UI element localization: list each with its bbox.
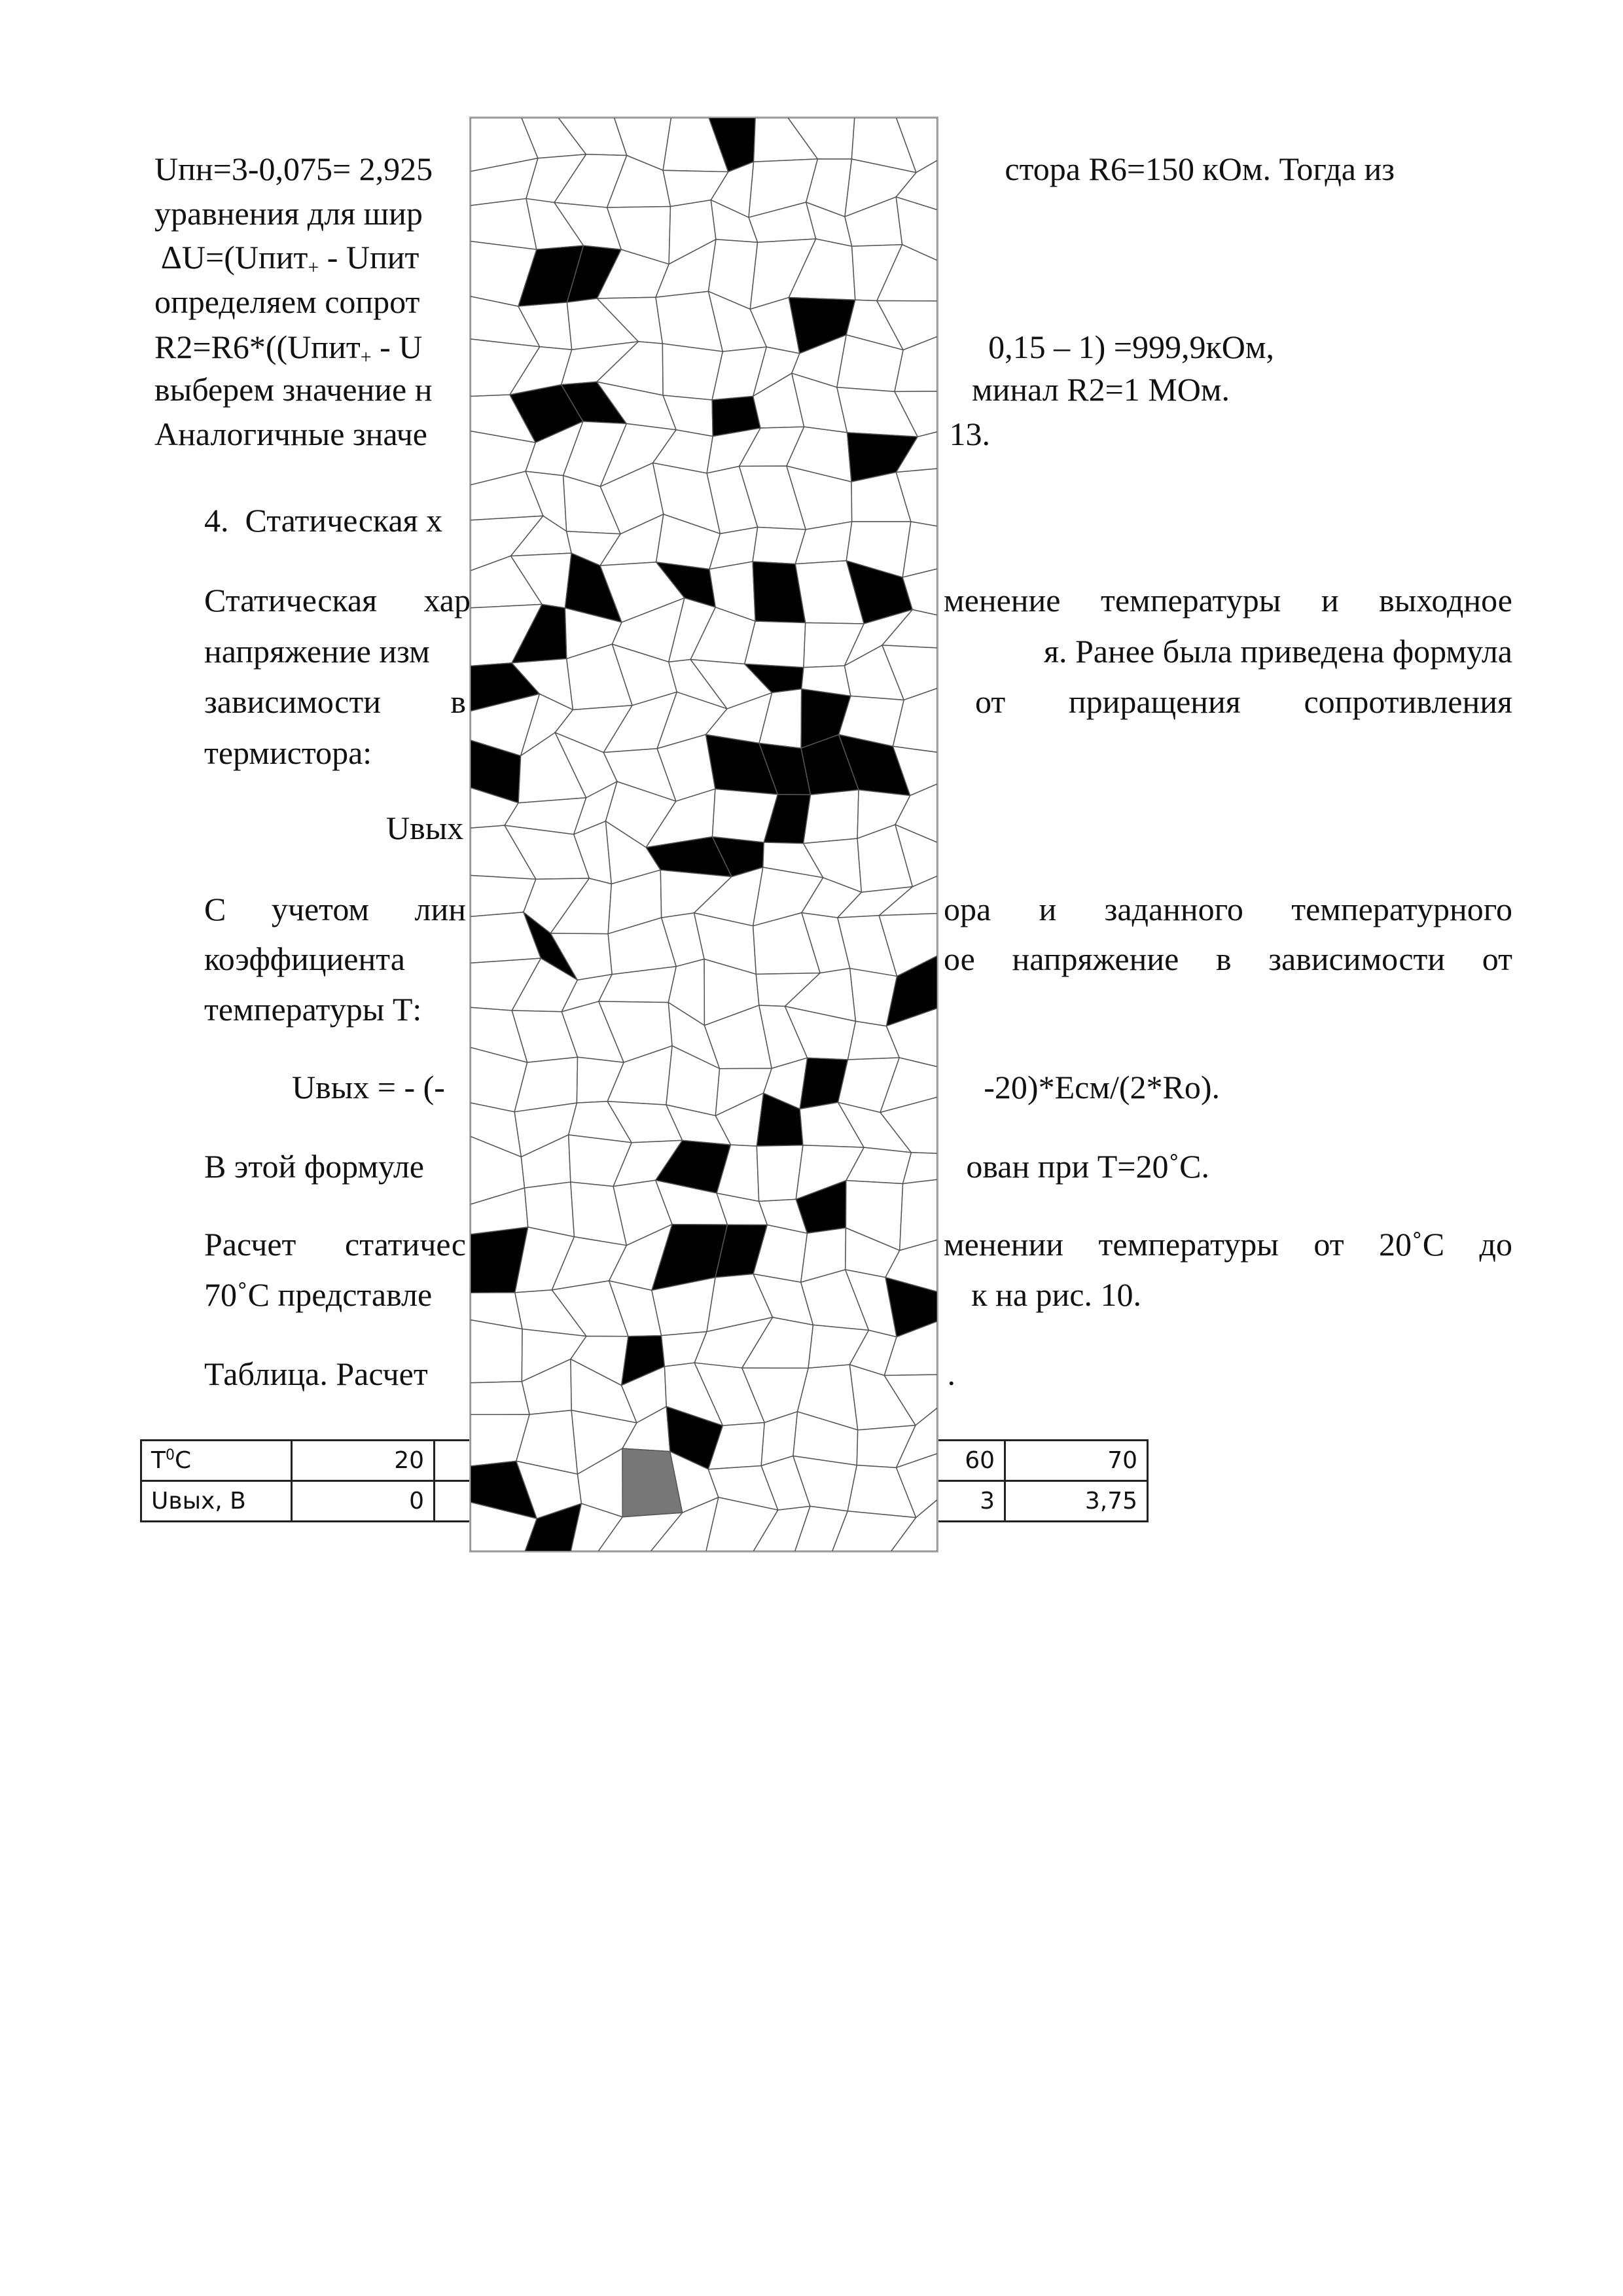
text-line-right: 13. xyxy=(949,416,990,452)
para-line-right: ора и заданного температурного xyxy=(944,891,1512,927)
para-line-right: менении температуры от 20˚C до xyxy=(944,1226,1512,1263)
para-line: коэффициента xyxy=(204,941,405,977)
text-part: ΔU=(Uпит xyxy=(154,239,308,276)
mosaic-cell xyxy=(471,198,537,249)
text-line: уравнения для шир xyxy=(154,195,423,232)
para-line: 70˚C представле xyxy=(204,1276,433,1313)
text-part: - U xyxy=(371,329,423,365)
label-tail: C xyxy=(175,1447,192,1474)
mosaic-cell xyxy=(804,790,859,844)
mosaic-redaction-overlay xyxy=(471,118,937,1551)
formula: Uвых xyxy=(386,810,464,846)
subscript: + xyxy=(360,346,372,368)
row-header: Uвых, В xyxy=(141,1481,292,1522)
row-header xyxy=(141,1441,292,1481)
para-line: зависимости в xyxy=(204,683,466,720)
para-line: В этой формуле xyxy=(204,1148,424,1185)
para-line: Расчет статичес xyxy=(204,1226,466,1263)
para-line-right: к на рис. 10. xyxy=(971,1276,1141,1313)
table-cell: 0 xyxy=(292,1481,435,1522)
para-line: температуры Т: xyxy=(204,991,422,1028)
table-cell: 3 xyxy=(863,1481,1005,1522)
text-line: Uпн=3-0,075= 2,925 xyxy=(154,151,433,187)
table-cell: 20 xyxy=(292,1441,435,1481)
mosaic-cell xyxy=(471,1382,529,1415)
para-line: термистора: xyxy=(204,734,372,771)
para-line-right: менение температуры и выходное xyxy=(944,582,1512,619)
para-line-right: ован при T=20˚C. xyxy=(966,1148,1209,1185)
text-line-right: минал R2=1 МОм. xyxy=(972,371,1230,408)
table-cell: 3,75 xyxy=(1005,1481,1148,1522)
formula: Uвых = - (- xyxy=(292,1069,445,1105)
para-line: напряжение изм xyxy=(204,633,430,670)
text-line: Аналогичные значе xyxy=(154,416,427,452)
label: T xyxy=(151,1447,166,1474)
para-line: Статическая хар xyxy=(204,582,471,619)
para-line-right: я. Ранее была приведена формула xyxy=(1044,633,1512,670)
mosaic-cell xyxy=(757,1145,803,1202)
mosaic-cell xyxy=(471,1320,522,1383)
mosaic-cell xyxy=(900,1179,937,1250)
text-line xyxy=(154,238,419,277)
subscript: + xyxy=(308,257,319,278)
table-caption: Таблица. Расчет xyxy=(204,1355,428,1392)
para-line: С учетом лин xyxy=(204,891,466,927)
text-line: определяем сопрот xyxy=(154,283,420,320)
mosaic-cell xyxy=(745,621,806,668)
section-heading: 4. Статическая х xyxy=(204,502,443,539)
formula-right: -20)*Eсм/(2*Ro). xyxy=(984,1069,1220,1105)
text-part: R2=R6*((Uпит xyxy=(154,329,361,365)
superscript: 0 xyxy=(166,1447,175,1463)
text-line xyxy=(154,327,422,367)
table-caption-right: . xyxy=(947,1355,955,1392)
para-line-right: от приращения сопротивления xyxy=(975,683,1512,720)
table-cell: 60 xyxy=(863,1441,1005,1481)
table-cell: 70 xyxy=(1005,1441,1148,1481)
text-line: выберем значение н xyxy=(154,371,433,408)
para-line-right: ое напряжение в зависимости от xyxy=(944,941,1512,977)
text-line-right: стора R6=150 кОм. Тогда из xyxy=(1005,151,1395,187)
text-part: - Uпит xyxy=(319,239,419,276)
text-line-right: 0,15 – 1) =999,9кОм, xyxy=(988,329,1274,365)
